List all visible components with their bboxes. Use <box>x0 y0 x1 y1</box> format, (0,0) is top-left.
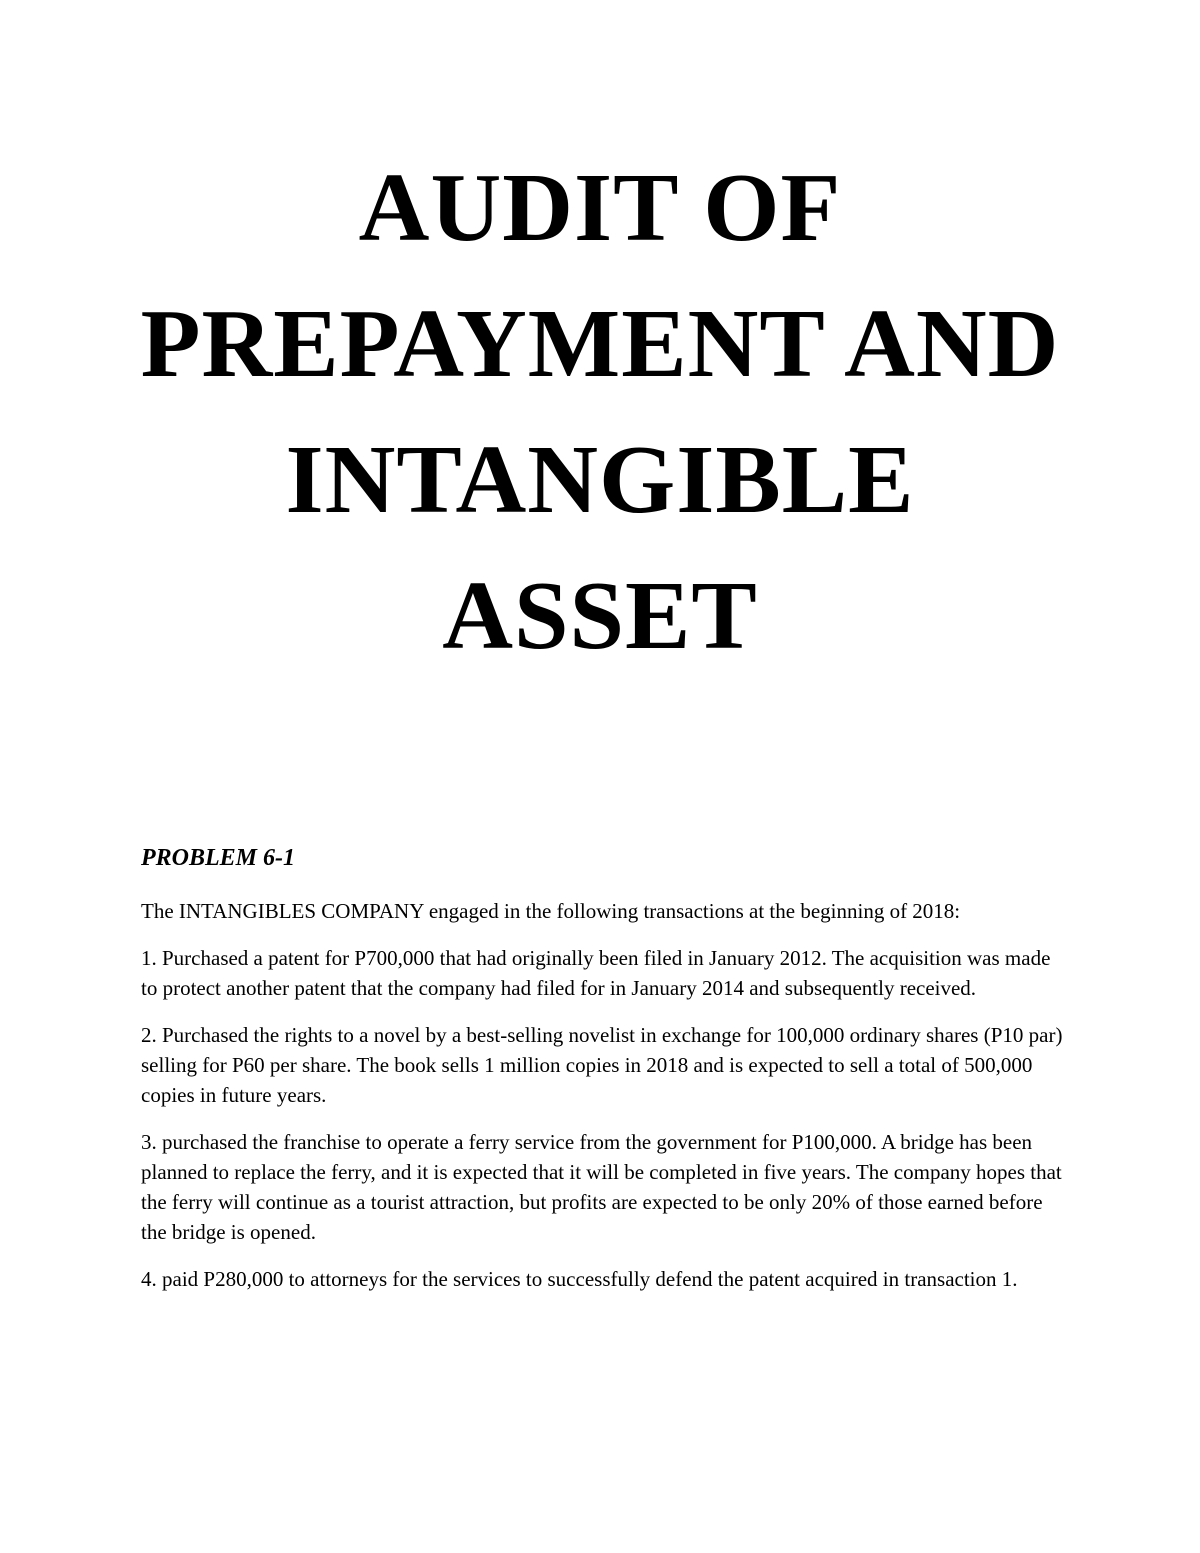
title-line: PREPAYMENT AND <box>140 290 1060 398</box>
problem-heading: PROBLEM 6-1 <box>141 845 296 871</box>
transaction-item-1: 1. Purchased a patent for P700,000 that had originally been filed in January 2012. The acquisition was made to protect another patent that the company had filed for in January 2014 and subsequently received. <box>141 946 1051 1000</box>
title-line: AUDIT OF <box>358 154 842 262</box>
title-line: ASSET <box>442 562 758 670</box>
title-line: INTANGIBLE <box>285 426 915 534</box>
transaction-item-3: 3. purchased the franchise to operate a ferry service from the government for P100,000. A bridge has been planned to replace the ferry, and it is expected that it will be completed in five years. The company hopes that the ferry will continue as a tourist attraction, but profits are expected to be only 20% of those earned before the bridge is opened. <box>141 1130 1062 1244</box>
transaction-item-2: 2. Purchased the rights to a novel by a best-selling novelist in exchange for 100,000 ordinary shares (P10 par) selling for P60 per share. The book sells 1 million copies in 2018 and is expected to sell a total of 500,000 copies in future years. <box>141 1023 1063 1107</box>
problem-section <box>141 842 1071 1311</box>
problem-intro: The INTANGIBLES COMPANY engaged in the following transactions at the beginning of 2018: <box>141 899 961 923</box>
document-title <box>0 140 1200 684</box>
transaction-item-4: 4. paid P280,000 to attorneys for the services to successfully defend the patent acquired in transaction 1. <box>141 1267 1018 1291</box>
